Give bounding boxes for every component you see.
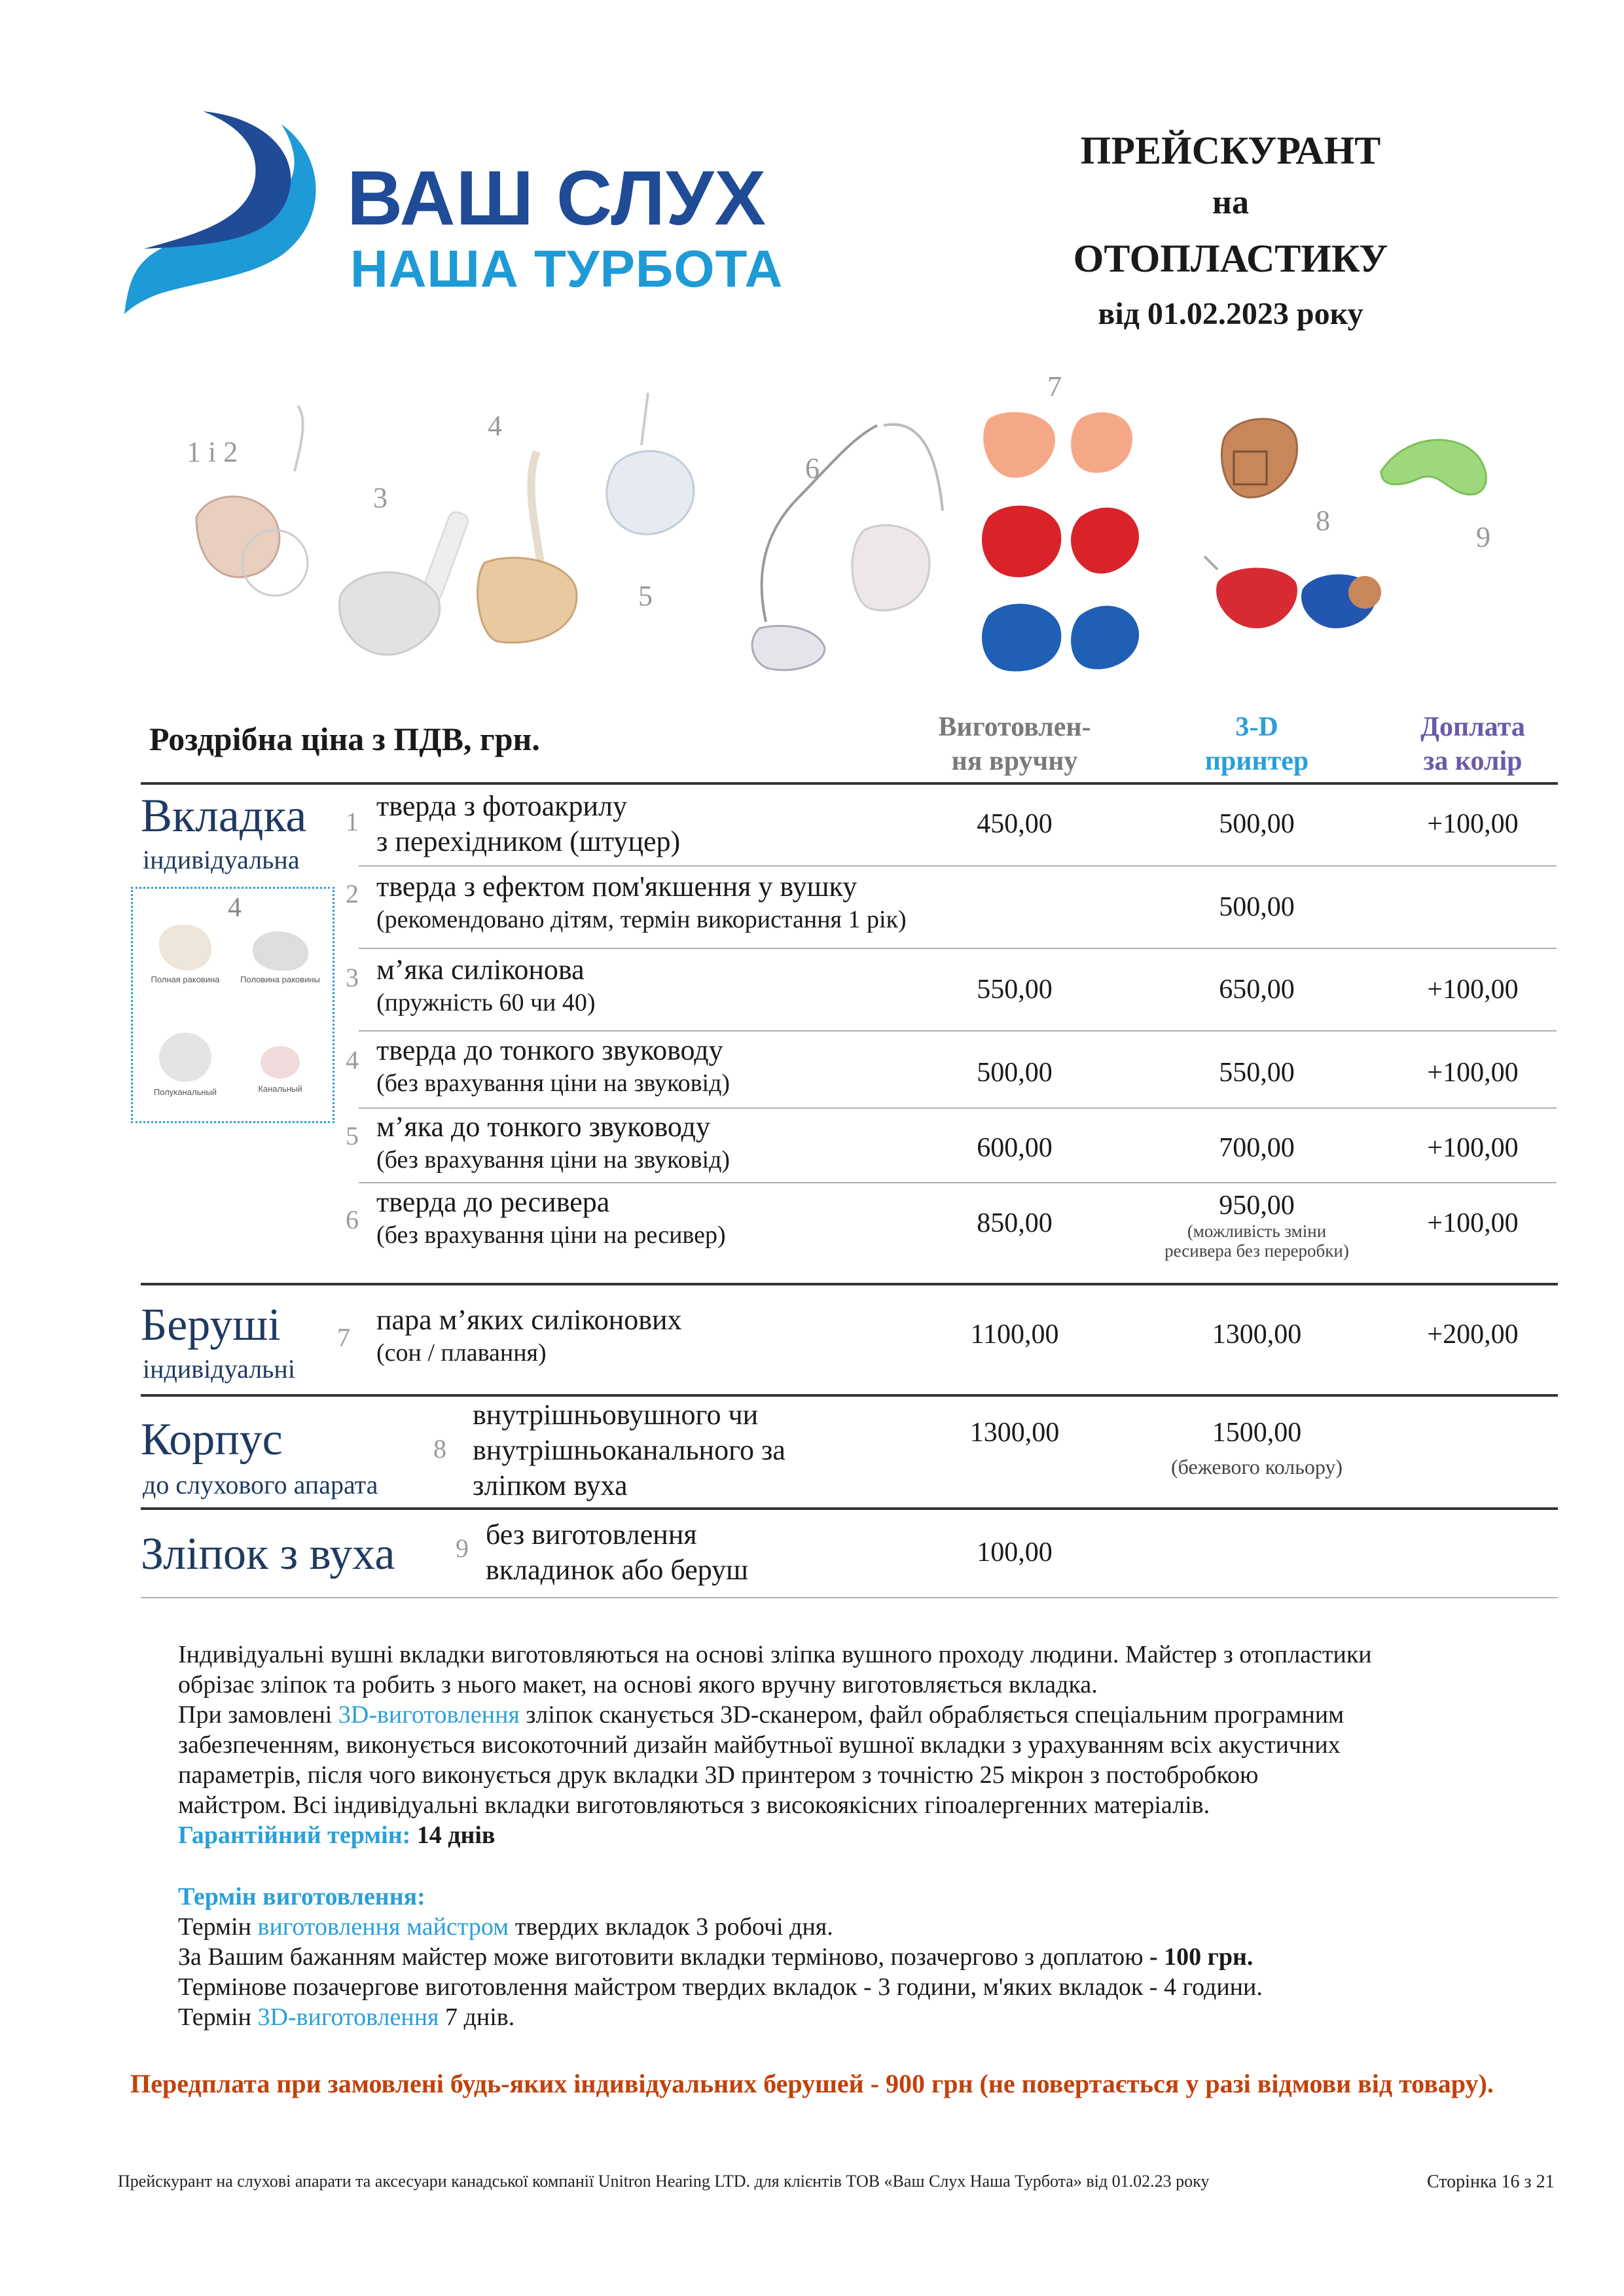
term-4-post: 7 днів. — [439, 2003, 515, 2031]
price-3d: 500,00 — [1219, 809, 1295, 839]
price-3d: 550,00 — [1219, 1058, 1295, 1088]
thumb-canal — [234, 1020, 326, 1105]
info-p2-line1 — [178, 1700, 1585, 1730]
row-desc — [473, 1397, 785, 1503]
row-desc-main: м’яка силіконова — [376, 954, 585, 986]
price-color: +100,00 — [1427, 809, 1519, 839]
row-desc-line-3: зліпком вуха — [473, 1469, 628, 1501]
price-3d-value: 950,00 — [1219, 1191, 1295, 1221]
price-3d-note-1: (можливість зміни — [1187, 1221, 1327, 1241]
row-desc-main: пара м’яких силіконових — [376, 1304, 682, 1336]
row-divider — [359, 1107, 1557, 1109]
term-4-link: 3D-виготовлення — [257, 2003, 439, 2031]
row-desc-line-1: без виготовлення — [486, 1518, 697, 1551]
row-desc-sub: (без врахування ціни на звуковід) — [376, 1069, 731, 1097]
thumb-full-shell-image — [159, 925, 211, 971]
section-divider — [141, 1283, 1558, 1285]
row-number: 6 — [346, 1205, 359, 1234]
col-header-3d-l2: принтер — [1204, 746, 1309, 776]
info-p1-line2: обрізає зліпок та робить з нього макет, на основі якого вручну виготовляється вкладка. — [178, 1671, 1098, 1698]
price-hand: 550,00 — [977, 975, 1053, 1005]
row-desc — [376, 1033, 730, 1098]
header-line-2: на — [1212, 184, 1249, 221]
row-number: 9 — [456, 1534, 469, 1563]
cat-shell-title: Корпус — [141, 1414, 283, 1465]
photo-label-3: 3 — [373, 482, 388, 514]
row-desc — [376, 1302, 682, 1368]
footer-text: Прейскурант на слухові апарати та аксесуари канадської компанії Unitron Hearing LTD. для клієнтів ТОВ «Ваш Слух Наша Турбота» від 01.02.23 року — [118, 2172, 1210, 2191]
thumb-label: Канальный — [258, 1084, 302, 1094]
row-desc — [376, 869, 907, 935]
row-number: 3 — [346, 963, 359, 992]
brand-line-2: НАША ТУРБОТА — [350, 240, 784, 298]
page-number: Сторінка 16 з 21 — [1427, 2172, 1555, 2192]
row-number: 5 — [346, 1121, 359, 1151]
cat-earplugs-title: Беруші — [141, 1300, 281, 1350]
row-number: 8 — [433, 1434, 446, 1463]
term-1-link: виготовлення майстром — [257, 1913, 509, 1941]
col-header-color-l2: за колір — [1423, 746, 1523, 776]
row-desc-sub: (сон / плавання) — [376, 1339, 547, 1367]
cat-earplugs-sub: індивідуальні — [143, 1354, 295, 1384]
term-title: Термін виготовлення: — [178, 1883, 425, 1910]
row-desc-sub: з перехідником (штуцер) — [376, 825, 681, 857]
row-number: 7 — [337, 1323, 350, 1352]
row-divider — [359, 1182, 1557, 1183]
warranty-label: Гарантійний термін: — [178, 1821, 411, 1849]
row-desc — [376, 1185, 726, 1250]
brand-logo — [118, 98, 812, 321]
col-header-hand-l2: ня вручну — [951, 746, 1078, 776]
prepay-notice: Передплата при замовлені будь-яких індивідуальних берушей - 900 грн (не повертається у разі відмови від товару). — [130, 2069, 1494, 2098]
row-desc — [486, 1517, 748, 1588]
term-1-pre: Термін — [178, 1913, 258, 1941]
term-4-pre: Термін — [178, 2003, 258, 2031]
table-top-rule — [141, 782, 1558, 785]
thumb-half-shell — [234, 918, 326, 990]
photo-label-5: 5 — [638, 580, 653, 612]
cat-insert-title: Вкладка — [141, 789, 307, 842]
row-desc-main: тверда до ресивера — [376, 1186, 610, 1218]
thumb-canal-image — [261, 1046, 300, 1079]
term-1-post: твердих вкладок 3 робочі дня. — [509, 1913, 833, 1941]
col-header-color — [1394, 710, 1551, 778]
thumb-semi-canal-image — [159, 1033, 211, 1082]
row-number: 1 — [346, 807, 359, 836]
row-desc-line-2: внутрішньоканального за — [473, 1434, 785, 1466]
row-desc-main: м’яка до тонкого звуководу — [376, 1111, 711, 1143]
row-desc — [376, 952, 596, 1018]
row-desc-main: тверда з фотоакрилу — [376, 790, 627, 822]
col-header-3d-l1: 3-D — [1235, 712, 1278, 742]
price-3d — [1152, 1190, 1362, 1261]
doc-header — [982, 124, 1479, 340]
warranty-line — [178, 1820, 1585, 1850]
row-desc-line-1: внутрішньовушного чи — [473, 1399, 759, 1431]
price-3d: 700,00 — [1219, 1133, 1295, 1163]
row-desc-line-2: вкладинок або беруш — [486, 1554, 749, 1586]
row-desc-sub: (без врахування ціни на звуковід) — [376, 1146, 731, 1174]
info-p2-line2: забезпеченням, виконується високоточний дизайн майбутньої вушної вкладки з урахуванням всіх акустичних — [178, 1731, 1341, 1759]
price-color: +100,00 — [1427, 1208, 1519, 1238]
photo-label-7: 7 — [1047, 370, 1062, 403]
price-3d-value: 1500,00 — [1212, 1418, 1302, 1448]
warranty-value: 14 днів — [410, 1821, 496, 1849]
thumb-label: Половина раковины — [240, 975, 320, 984]
price-hand: 450,00 — [977, 809, 1053, 839]
earmold-photos-illustration — [0, 367, 1624, 694]
price-3d-note-2: ресивера без переробки) — [1164, 1241, 1349, 1261]
price-color: +100,00 — [1427, 1133, 1519, 1163]
product-photos — [0, 367, 1624, 694]
row-number: 4 — [346, 1045, 359, 1075]
info-p2-pre: При замовлені — [178, 1701, 338, 1729]
price-color: +100,00 — [1427, 1058, 1519, 1088]
table-bottom-rule — [141, 1597, 1558, 1598]
photo-label-1-2: 1 і 2 — [187, 436, 238, 468]
row-desc-main: тверда до тонкого звуководу — [376, 1034, 723, 1066]
photo-label-6: 6 — [805, 452, 820, 484]
table-title: Роздрібна ціна з ПДВ, грн. — [149, 721, 540, 757]
row-divider — [359, 865, 1557, 867]
photo-label-9: 9 — [1476, 521, 1490, 553]
photo-label-4: 4 — [488, 410, 502, 442]
row-desc — [376, 1109, 730, 1175]
row-desc — [376, 789, 680, 859]
price-hand: 500,00 — [977, 1058, 1053, 1088]
section-divider — [141, 1394, 1558, 1397]
header-line-4: від 01.02.2023 року — [1098, 296, 1363, 331]
row-desc-main: тверда з ефектом пом'якшення у вушку — [376, 870, 857, 903]
price-3d: 500,00 — [1219, 892, 1295, 922]
price-color: +200,00 — [1427, 1319, 1519, 1350]
term-2-pre: За Вашим бажанням майстер може виготовити вкладки терміново, позачергово з доплатою — [178, 1943, 1149, 1971]
price-hand: 850,00 — [977, 1208, 1053, 1238]
cat-insert-sub: індивідуальна — [143, 845, 300, 874]
col-header-color-l1: Доплата — [1420, 712, 1525, 742]
col-header-hand-l1: Виготовлен- — [938, 712, 1091, 742]
info-text — [178, 1640, 1585, 2032]
thumb-full-shell — [143, 918, 228, 990]
price-color: +100,00 — [1427, 975, 1519, 1005]
price-3d: 1300,00 — [1212, 1319, 1302, 1350]
term-line-4 — [178, 2002, 1585, 2032]
thumb-label: Полуканальный — [153, 1087, 217, 1097]
row-desc-sub: (рекомендовано дітям, термін використання 1 рік) — [376, 906, 907, 933]
row-number: 2 — [346, 879, 359, 908]
thumb-semi-canal — [143, 1020, 228, 1105]
brand-line-1: ВАШ СЛУХ — [347, 155, 767, 242]
info-p2-post: зліпок сканується 3D-сканером, файл обрабляється спеціальним програмним — [519, 1701, 1344, 1729]
section-divider — [141, 1507, 1558, 1510]
row-desc-sub: (пружність 60 чи 40) — [376, 989, 596, 1016]
row-divider — [359, 948, 1557, 949]
term-2-bold: - 100 грн. — [1149, 1943, 1254, 1971]
cat-impression-title: Зліпок з вуха — [141, 1529, 395, 1579]
info-3d-link: 3D-виготовлення — [338, 1701, 520, 1729]
row-divider — [359, 1030, 1557, 1031]
insert-thumbs-box — [131, 887, 334, 1123]
header-line-3: ОТОПЛАСТИКУ — [1073, 237, 1388, 280]
thumb-number: 4 — [228, 893, 242, 923]
price-hand: 1300,00 — [969, 1418, 1060, 1448]
price-3d-note: (бежевого кольору) — [1170, 1455, 1343, 1479]
thumb-label: Полная раковина — [151, 975, 220, 984]
price-3d: 650,00 — [1219, 975, 1295, 1005]
term-line-3: Термінове позачергове виготовлення майстром твердих вкладок - 3 години, м'яких вкладок - 4 години. — [178, 1973, 1263, 2001]
col-header-3d — [1165, 710, 1348, 778]
header-line-1: ПРЕЙСКУРАНТ — [1080, 129, 1381, 172]
price-3d — [1152, 1417, 1362, 1480]
logo-swoosh-icon — [118, 98, 334, 321]
price-hand: 600,00 — [977, 1133, 1053, 1163]
price-hand: 1100,00 — [970, 1319, 1059, 1350]
price-hand: 100,00 — [977, 1537, 1053, 1568]
cat-shell-sub: до слухового апарата — [143, 1470, 378, 1499]
row-desc-sub: (без врахування ціни на ресивер) — [376, 1221, 726, 1249]
thumb-half-shell-image — [253, 931, 308, 971]
info-p2-line3: параметрів, після чого виконується друк вкладки 3D принтером з точністю 25 мікрон з постобробкою — [178, 1761, 1259, 1789]
term-line-1 — [178, 1912, 1585, 1942]
term-line-2 — [178, 1942, 1585, 1972]
col-header-hand — [916, 710, 1113, 778]
info-p2-line4: майстром. Всі індивідуальні вкладки виготовляються з високоякісних гіпоалергенних матеріалів. — [178, 1791, 1210, 1819]
info-p1-line1: Індивідуальні вушні вкладки виготовляються на основі зліпка вушного проходу людини. Майстер з отопластики — [178, 1641, 1372, 1668]
photo-label-8: 8 — [1316, 505, 1330, 537]
